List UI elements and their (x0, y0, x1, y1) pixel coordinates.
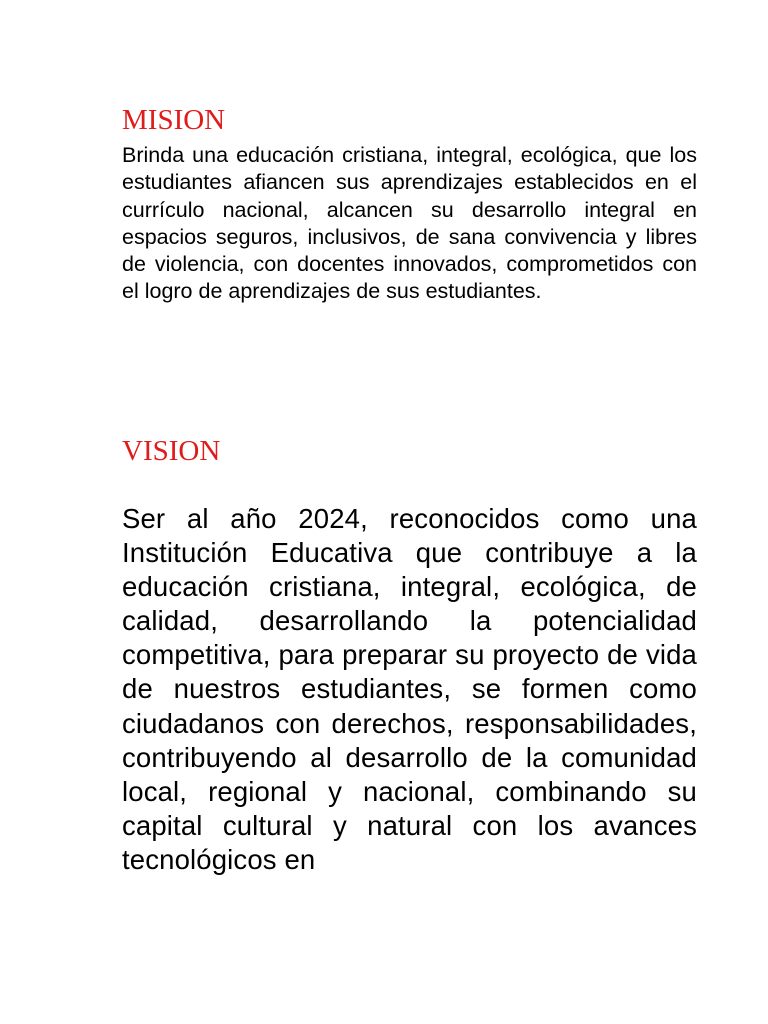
mision-heading: MISION (122, 104, 226, 136)
vision-heading: VISION (122, 435, 221, 467)
vision-paragraph: Ser al año 2024, reconocidos como una Institución Educativa que contribuye a la educación cristiana, integral, ecológica, de calidad, desarrollando la potencialidad competitiva, para preparar su proyecto de vida de nuestros estudiantes, se formen como ciudadanos con derechos, responsabilidades, contribuyendo al desarrollo de la comunidad local, regional y nacional, combinando su capital cultural y natural con los avances tecnológicos en (122, 503, 697, 875)
mision-paragraph: Brinda una educación cristiana, integral, ecológica, que los estudiantes afiancen sus aprendizajes establecidos en el currículo nacional, alcancen su desarrollo integral en espacios seguros, inclusivos, de sana convivencia y libres de violencia, con docentes innovados, comprometidos con el logro de aprendizajes de sus estudiantes. (122, 143, 697, 304)
